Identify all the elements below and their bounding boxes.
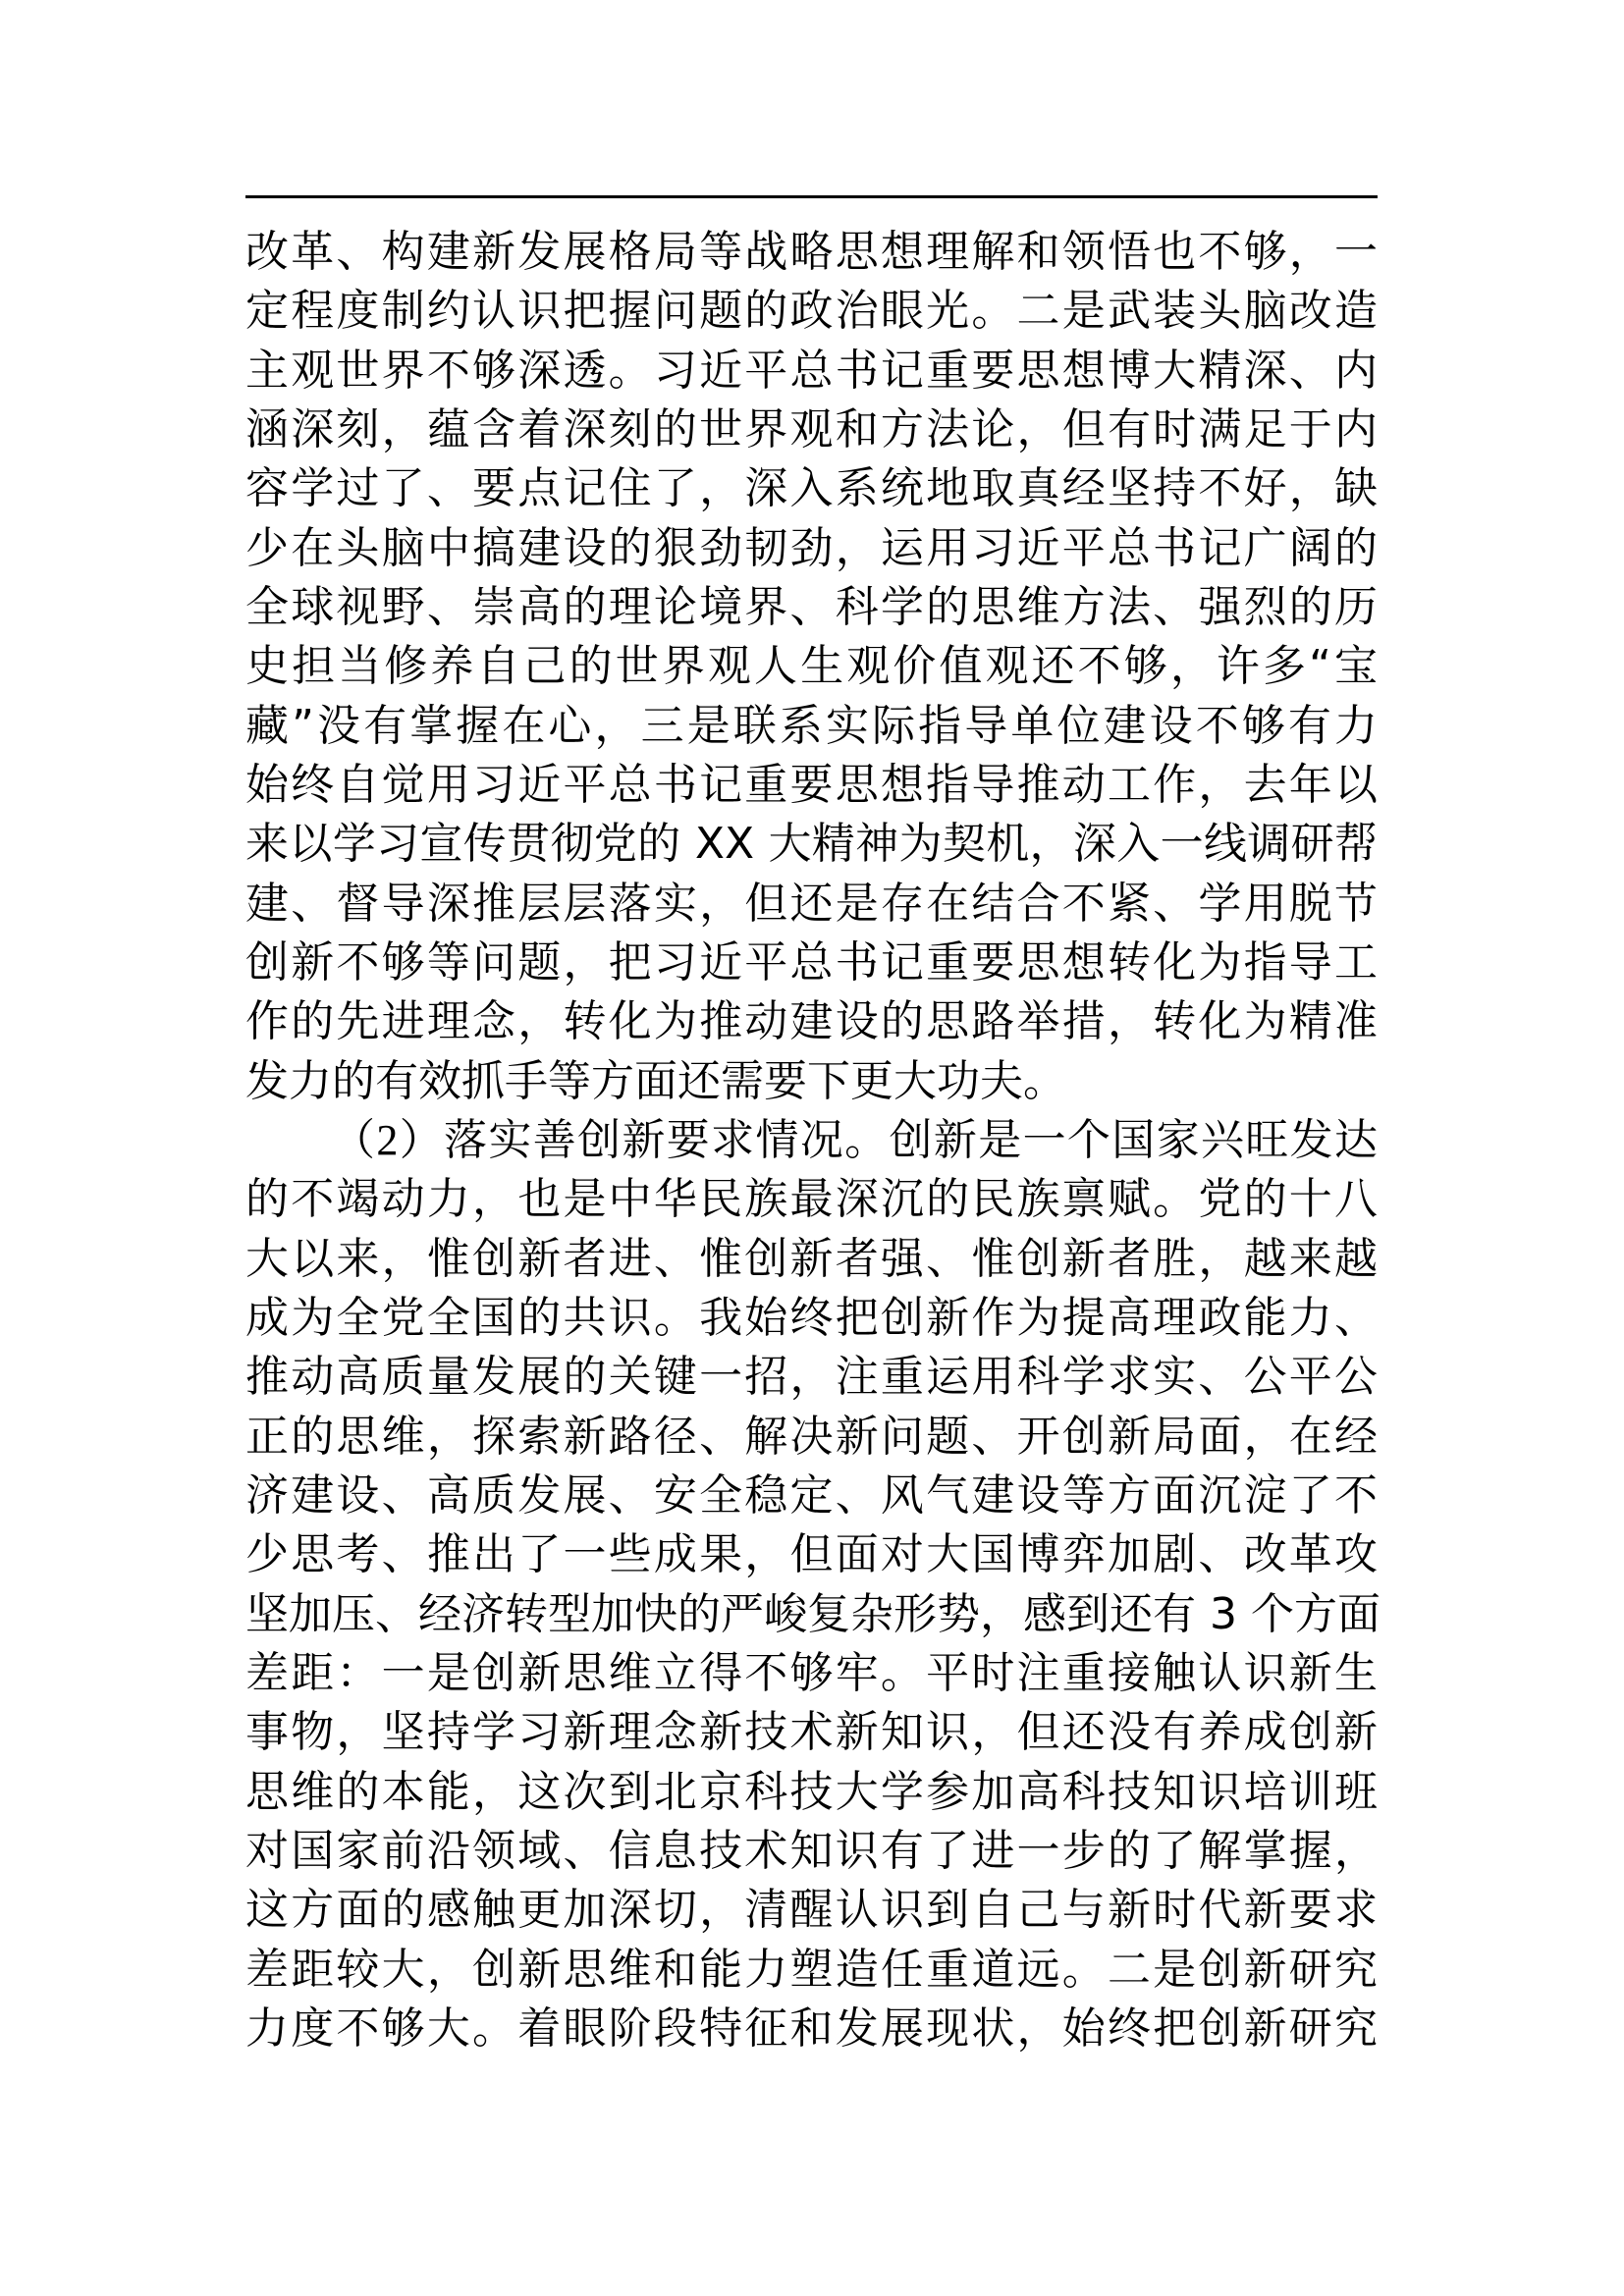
text-line: 来以学习宣传贯彻党的 XX 大精神为契机，深入一线调研帮 bbox=[245, 819, 1378, 870]
text-line: 推动高质量发展的关键一招，注重运用科学求实、公平公 bbox=[245, 1352, 1378, 1403]
document-body bbox=[245, 223, 1378, 2058]
text-line: 主观世界不够深透。习近平总书记重要思想博大精深、内 bbox=[245, 345, 1378, 396]
text-line: 改革、构建新发展格局等战略思想理解和领悟也不够，一 bbox=[245, 227, 1378, 277]
text-line: 少思考、推出了一些成果，但面对大国博弈加剧、改革攻 bbox=[245, 1529, 1378, 1580]
paragraph-2 bbox=[245, 1111, 1378, 2058]
text-line: 涵深刻，蕴含着深刻的世界观和方法论，但有时满足于内 bbox=[245, 403, 1378, 454]
paragraph-1 bbox=[245, 223, 1378, 1111]
header-rule bbox=[245, 195, 1378, 198]
text-line: 思维的本能，这次到北京科技大学参加高科技知识培训班 bbox=[245, 1766, 1378, 1817]
text-line: 容学过了、要点记住了，深入系统地取真经坚持不好，缺 bbox=[245, 463, 1378, 514]
section-heading-text: 落实善创新要求情况。创新是一个国家兴旺发达 bbox=[444, 1114, 1379, 1165]
text-line: 对国家前沿领域、信息技术知识有了进一步的了解掌握， bbox=[245, 1825, 1378, 1876]
text-line: 差距较大，创新思维和能力塑造任重道远。二是创新研究 bbox=[245, 1944, 1378, 1995]
text-line: 的不竭动力，也是中华民族最深沉的民族禀赋。党的十八 bbox=[245, 1174, 1378, 1225]
section-number: （2） bbox=[332, 1115, 445, 1164]
paragraph-2-first-line bbox=[245, 1111, 1378, 1170]
text-line: 正的思维，探索新路径、解决新问题、开创新局面，在经 bbox=[245, 1411, 1378, 1462]
text-line: 定程度制约认识把握问题的政治眼光。二是武装头脑改造 bbox=[245, 286, 1378, 337]
text-line: 史担当修养自己的世界观人生观价值观还不够，许多“宝 bbox=[245, 641, 1378, 692]
text-line: 始终自觉用习近平总书记重要思想指导推动工作，去年以 bbox=[245, 759, 1378, 810]
text-line: 力度不够大。着眼阶段特征和发展现状，始终把创新研究 bbox=[245, 2002, 1378, 2054]
text-line: 创新不够等问题，把习近平总书记重要思想转化为指导工 bbox=[245, 936, 1378, 988]
text-line: 作的先进理念，转化为推动建设的思路举措，转化为精准 bbox=[245, 996, 1378, 1047]
text-line: 藏”没有掌握在心，三是联系实际指导单位建设不够有力 bbox=[245, 700, 1378, 751]
text-line: 成为全党全国的共识。我始终把创新作为提高理政能力、 bbox=[245, 1292, 1378, 1343]
text-line: 这方面的感触更加深切，清醒认识到自己与新时代新要求 bbox=[245, 1885, 1378, 1936]
text-line: 差距：一是创新思维立得不够牢。平时注重接触认识新生 bbox=[245, 1647, 1378, 1698]
text-line: 大以来，惟创新者进、惟创新者强、惟创新者胜，越来越 bbox=[245, 1233, 1378, 1284]
text-line: 事物，坚持学习新理念新技术新知识，但还没有养成创新 bbox=[245, 1707, 1378, 1758]
text-line: 全球视野、崇高的理论境界、科学的思维方法、强烈的历 bbox=[245, 581, 1378, 632]
text-line: 少在头脑中搞建设的狠劲韧劲，运用习近平总书记广阔的 bbox=[245, 522, 1378, 573]
text-line: 建、督导深推层层落实，但还是存在结合不紧、学用脱节 bbox=[245, 878, 1378, 929]
text-line: 坚加压、经济转型加快的严峻复杂形势，感到还有 3 个方面 bbox=[245, 1588, 1380, 1639]
text-line: 发力的有效抓手等方面还需要下更大功夫。 bbox=[245, 1055, 1066, 1106]
text-line: 济建设、高质发展、安全稳定、风气建设等方面沉淀了不 bbox=[245, 1469, 1378, 1521]
